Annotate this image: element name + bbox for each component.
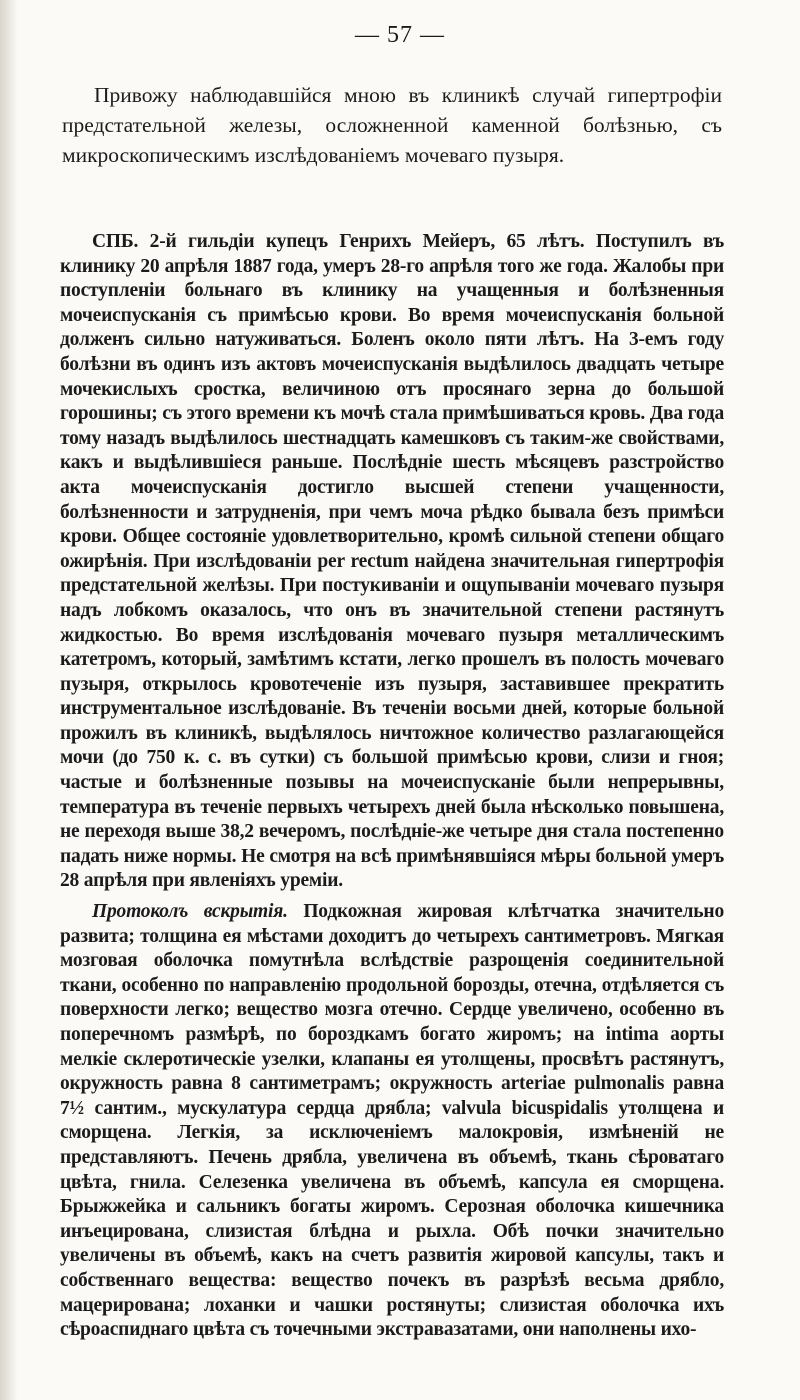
autopsy-paragraph	[60, 900, 724, 1343]
intro-text: Привожу наблюдавшійся мною въ клиникѣ случай гипертрофіи предстательной железы, осложненной каменной болѣзнью, съ микроскопическимъ изслѣдованіемъ мочеваго пузыря.	[62, 83, 722, 167]
case-history-paragraph: СПБ. 2-й гильдіи купецъ Генрихъ Мейеръ, 65 лѣтъ. Поступилъ въ клинику 20 апрѣля 1887 года, умеръ 28-го апрѣля того же года. Жалобы при поступленіи больнаго въ клинику на учащенныя и болѣзненныя мочеиспусканія съ примѣсью крови. Во время мочеиспусканія больной долженъ сильно натуживаться. Боленъ около пяти лѣтъ. На 3-емъ году болѣзни въ одинъ изъ актовъ мочеиспусканія выдѣлилось двадцать четыре мочекислыхъ сростка, величиною отъ просянаго зерна до большой горошины; съ этого времени къ мочѣ стала примѣшиваться кровь. Два года тому назадъ выдѣлилось шестнадцать камешковъ съ таким-же свойствами, какъ и выдѣлившіеся раньше. Послѣдніе шесть мѣсяцевъ разстройство акта мочеиспусканія достигло высшей степени учащенности, болѣзненности и затрудненія, при чемъ моча рѣдко бывала безъ примѣси крови. Общее состояніе удовлетворительно, кромѣ сильной степени общаго ожирѣнія. При изслѣдованіи per rectum найдена значительная гипертрофія предстательной желѣзы. При постукиваніи и ощупываніи мочеваго пузыря надъ лобкомъ оказалось, что онъ въ значительной степени растянутъ жидкостью. Во время изслѣдованія мочеваго пузыря металлическимъ катетромъ, который, замѣтимъ кстати, легко прошелъ въ полость мочеваго пузыря, открылось кровотеченіе изъ пузыря, заставившее прекратить инструментальное изслѣдованіе. Въ теченіи восьми дней, которые больной прожилъ въ клиникѣ, выдѣлялось ничтожное количество разлагающейся мочи (до 750 к. с. въ сутки) съ большой примѣсью крови, слизи и гноя; частые и болѣзненные позывы на мочеиспусканіе были непрерывны, температура въ теченіе первыхъ четырехъ дней была нѣсколько повышена, не переходя выше 38,2 вечеромъ, послѣдніе-же четыре дня стала постепенно падать ниже нормы. Не смотря на всѣ примѣнявшіяся мѣры больной умеръ 28 апрѣля при явленіяхъ уреміи.	[60, 231, 724, 892]
intro-paragraph	[62, 80, 722, 170]
autopsy-text: Подкожная жировая клѣтчатка значительно развита; толщина ея мѣстами доходитъ до четырехъ сантиметровъ. Мягкая мозговая оболочка помутнѣла вслѣдствіе разрощенія соединительной ткани, особенно по направленію продольной борозды, отечна, отдѣляется съ поверхности легко; вещество мозга отечно. Сердце увеличено, особенно въ поперечномъ размѣрѣ, по бороздкамъ богато жиромъ; на intima аорты мелкіе склеротическіе узелки, клапаны ея утолщены, просвѣтъ растянутъ, окружность равна 8 сантиметрамъ; окружность arteriae pulmonalis равна 7½ сантим., мускулатура сердца дрябла; valvula bicuspidalis утолщена и сморщена. Легкія, за исключеніемъ малокровія, измѣненій не представляютъ. Печень дрябла, увеличена въ объемѣ, ткань сѣроватаго цвѣта, гнила. Селезенка увеличена въ объемѣ, капсула ея сморщена. Брыжжейка и сальникъ богаты жиромъ. Серозная оболочка кишечника инъецирована, слизистая блѣдна и рыхла. Обѣ почки значительно увеличены въ объемѣ, какъ на счетъ развитія жировой капсулы, такъ и собственнаго вещества: вещество почекъ въ разрѣзѣ весьма дрябло, мацерирована; лоханки и чашки ростянуты; слизистая оболочка ихъ сѣроаспиднаго цвѣта съ точечными экстравазатами, они наполнены ихо-	[60, 901, 724, 1341]
page-number: — 57 —	[355, 22, 445, 48]
case-report	[60, 230, 724, 1343]
autopsy-heading: Протоколъ вскрытія.	[92, 901, 288, 923]
page-edge-shadow	[0, 0, 18, 1400]
